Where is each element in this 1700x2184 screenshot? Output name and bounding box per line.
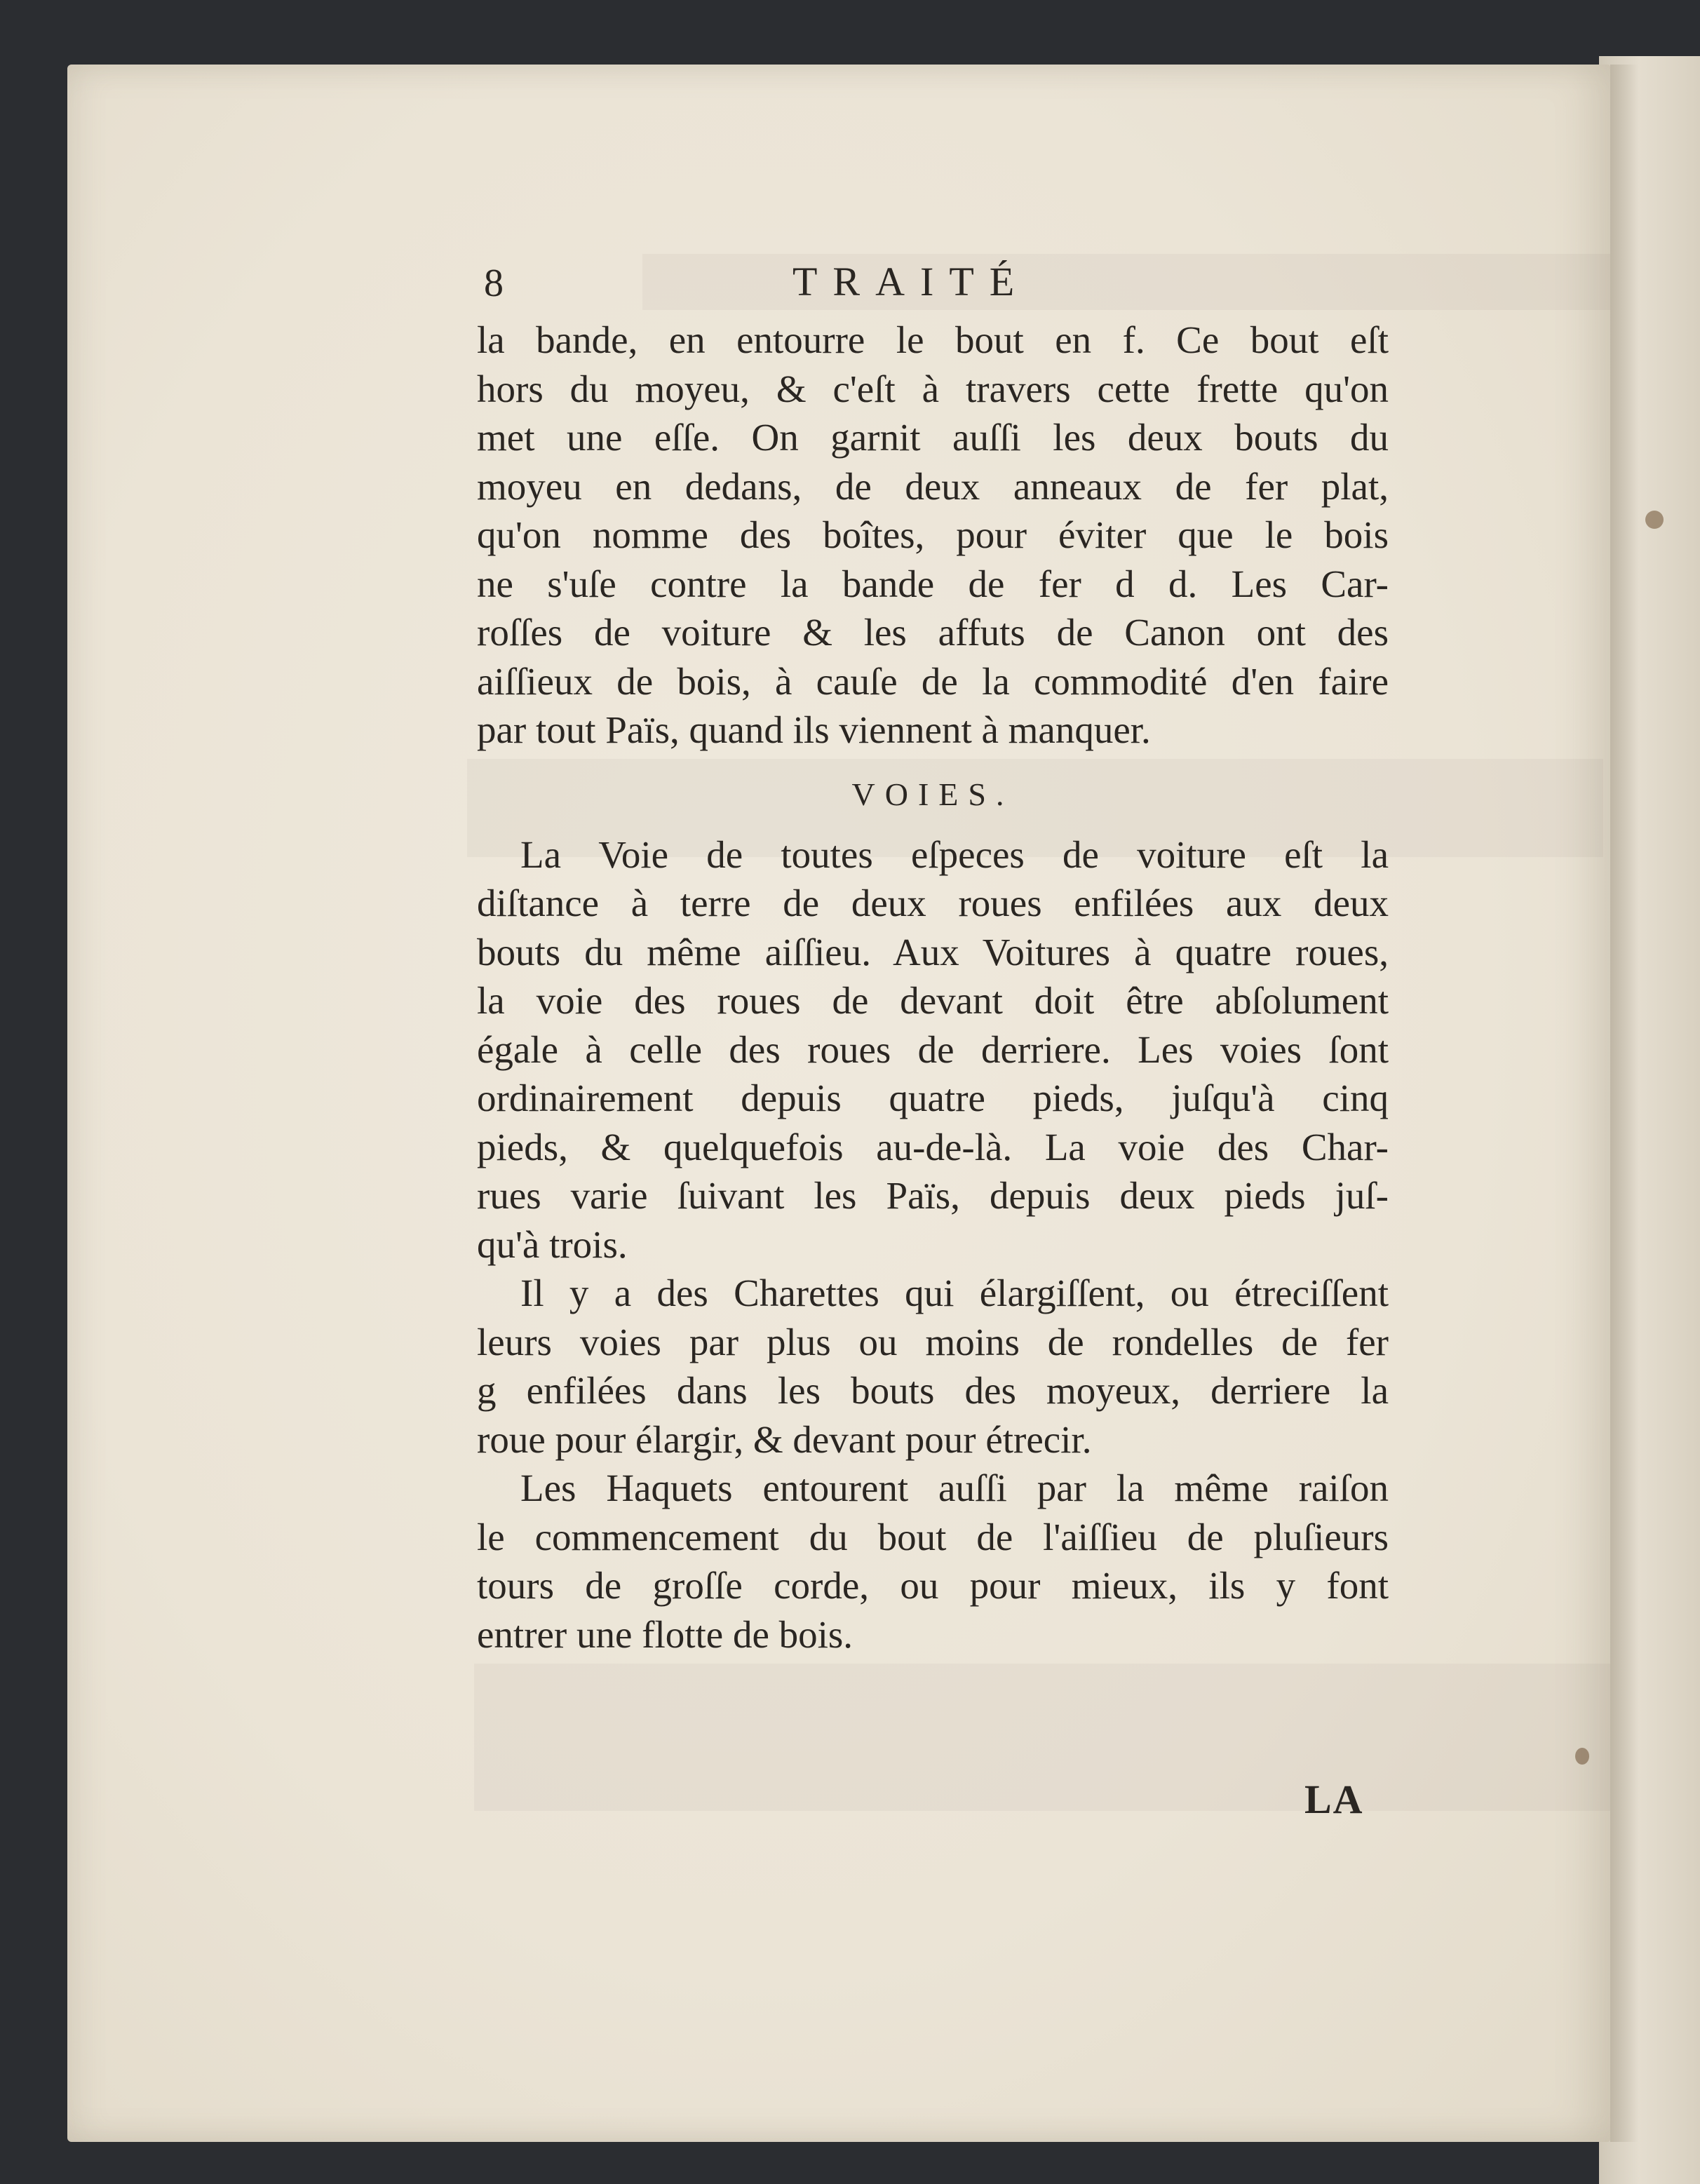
foxing-spot	[1645, 511, 1664, 529]
text-line: moyeu en dedans, de deux anneaux de fer plat,	[477, 464, 1389, 508]
text-line: leurs voies par plus ou moins de rondelles de fer	[477, 1320, 1389, 1363]
text-line: met une eſſe. On garnit auſſi les deux bouts du	[477, 416, 1389, 459]
text-line: par tout Païs, quand ils viennent à manquer.	[477, 708, 1151, 751]
running-head	[477, 252, 1389, 316]
text-line: Il y a des Charettes qui élargiſſent, ou étreciſſent	[520, 1272, 1389, 1314]
paragraph-4	[477, 1464, 1389, 1659]
text-line: la bande, en entourre le bout en f. Ce bout eſt	[477, 318, 1389, 361]
text-line: entrer une flotte de bois.	[477, 1612, 854, 1656]
text-line: tours de groſſe corde, ou pour mieux, ils y font	[477, 1564, 1389, 1607]
paragraph-1	[477, 316, 1389, 755]
text-line: La Voie de toutes eſpeces de voiture eſt la	[520, 833, 1389, 876]
text-line: roue pour élargir, & devant pour étrecir.	[477, 1417, 1092, 1461]
text-line: bouts du même aiſſieu. Aux Voitures à quatre roues,	[477, 930, 1389, 973]
page-number: 8	[484, 262, 504, 305]
text-line: rues varie ſuivant les Païs, depuis deux pieds juſ-	[477, 1174, 1389, 1217]
text-line: égale à celle des roues de derriere. Les voies ſont	[477, 1027, 1389, 1071]
text-line: pieds, & quelquefois au-de-là. La voie des Char-	[477, 1125, 1389, 1168]
page-text	[477, 252, 1389, 1659]
text-line: hors du moyeu, & c'eſt à travers cette frette qu'on	[477, 367, 1389, 410]
catchword: LA	[1304, 1777, 1364, 1822]
text-line: qu'à trois.	[477, 1222, 628, 1266]
paragraph-3	[477, 1269, 1389, 1464]
show-through-shadow	[474, 1664, 1610, 1811]
text-line: Les Haquets entourent auſſi par la même raiſon	[520, 1467, 1389, 1509]
text-line: ordinairement depuis quatre pieds, juſqu'à cinq	[477, 1077, 1389, 1119]
running-title: TRAITÉ	[792, 259, 1030, 304]
page-gutter-shadow	[1610, 65, 1638, 2142]
text-line: ne s'uſe contre la bande de fer d d. Les Car-	[477, 562, 1389, 605]
text-line: g enfilées dans les bouts des moyeux, derriere la	[477, 1369, 1389, 1412]
text-line: roſſes de voiture & les affuts de Canon ont des	[477, 611, 1389, 654]
text-line: la voie des roues de devant doit être abſolument	[477, 979, 1389, 1022]
text-line: le commencement du bout de l'aiſſieu de pluſieurs	[477, 1515, 1389, 1558]
section-heading: VOIES.	[851, 776, 1014, 812]
text-line: qu'on nomme des boîtes, pour éviter que le bois	[477, 513, 1389, 556]
text-line: diſtance à terre de deux roues enfilées aux deux	[477, 882, 1389, 924]
text-line: aiſſieux de bois, à cauſe de la commodité d'en faire	[477, 659, 1389, 703]
paragraph-2	[477, 830, 1389, 1269]
